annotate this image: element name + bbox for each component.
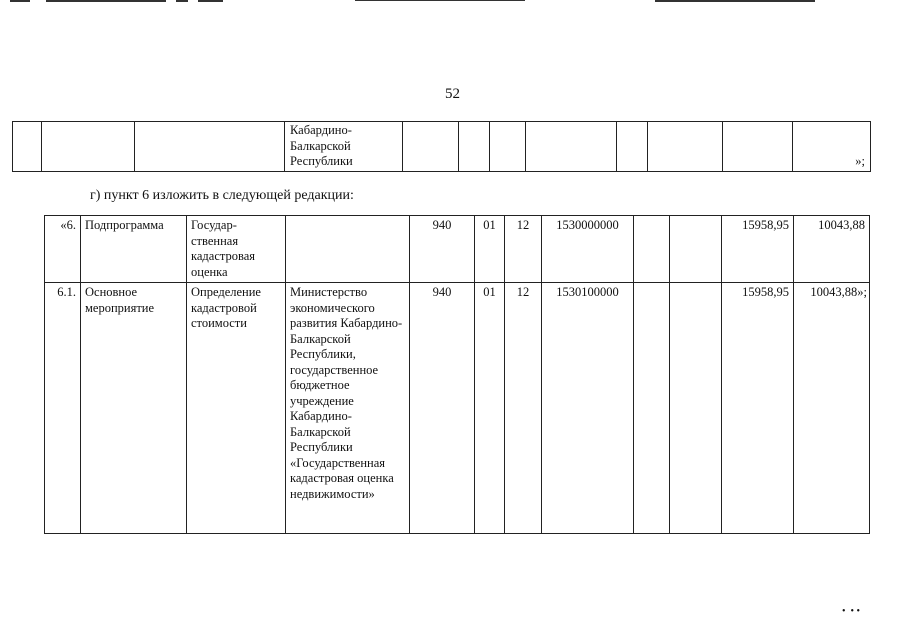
- page-number: 52: [445, 86, 460, 102]
- table-cell: [13, 122, 42, 172]
- executor-cell: Кабардино-Балкарской Республики: [285, 122, 403, 172]
- row-pr: 12: [505, 216, 542, 283]
- instruction-text: г) пункт 6 изложить в следующей редакции:: [90, 188, 354, 203]
- row-sum-2: 10043,88: [794, 216, 870, 283]
- row-grbs: 940: [410, 216, 475, 283]
- table-cell: [617, 122, 648, 172]
- scan-artifact: [655, 0, 815, 2]
- table-row: [13, 122, 871, 172]
- table-cell: [723, 122, 793, 172]
- table-cell: [459, 122, 490, 172]
- scan-artifact: [176, 0, 188, 2]
- row-executor: [286, 216, 410, 283]
- scan-artifact: [10, 0, 30, 2]
- row-sum-1: 15958,95: [722, 216, 794, 283]
- row-number: «6.: [45, 216, 81, 283]
- previous-table-fragment: [12, 121, 871, 172]
- closing-quote-cell: »;: [793, 122, 871, 172]
- scan-artifact: [355, 0, 525, 1]
- row-sum-1: 15958,95: [722, 283, 794, 534]
- table-cell: [490, 122, 526, 172]
- row-grbs: 940: [410, 283, 475, 534]
- table-cell: [648, 122, 723, 172]
- scan-artifact: [198, 0, 223, 2]
- row-status: Подпрограмма: [81, 216, 187, 283]
- table-cell: [42, 122, 135, 172]
- scan-artifact: [46, 0, 166, 2]
- table-row: [45, 283, 870, 534]
- row-rz: 01: [475, 283, 505, 534]
- row-csr: 1530000000: [542, 216, 634, 283]
- table-cell: [403, 122, 459, 172]
- table-row: [45, 216, 870, 283]
- row-name: Государ-ственная кадастровая оценка: [187, 216, 286, 283]
- scan-specks: • • •: [842, 606, 861, 617]
- row-pr: 12: [505, 283, 542, 534]
- row-vr: [634, 283, 670, 534]
- row-executor: Министерство экономического развития Кабардино-Балкарской Республики, государственное бюджетное учреждение Кабардино-Балкарской Республики «Государственная кадастровая оценка недвижимости»: [286, 283, 410, 534]
- row-sum-2: 10043,88»;: [794, 283, 870, 534]
- table-cell: [526, 122, 617, 172]
- row-vr: [634, 216, 670, 283]
- row-csr: 1530100000: [542, 283, 634, 534]
- row-blank: [670, 216, 722, 283]
- row-number: 6.1.: [45, 283, 81, 534]
- table-cell: [135, 122, 285, 172]
- row-name: Определение кадастровой стоимости: [187, 283, 286, 534]
- row-rz: 01: [475, 216, 505, 283]
- program-table: [44, 215, 870, 534]
- row-blank: [670, 283, 722, 534]
- row-status: Основное мероприятие: [81, 283, 187, 534]
